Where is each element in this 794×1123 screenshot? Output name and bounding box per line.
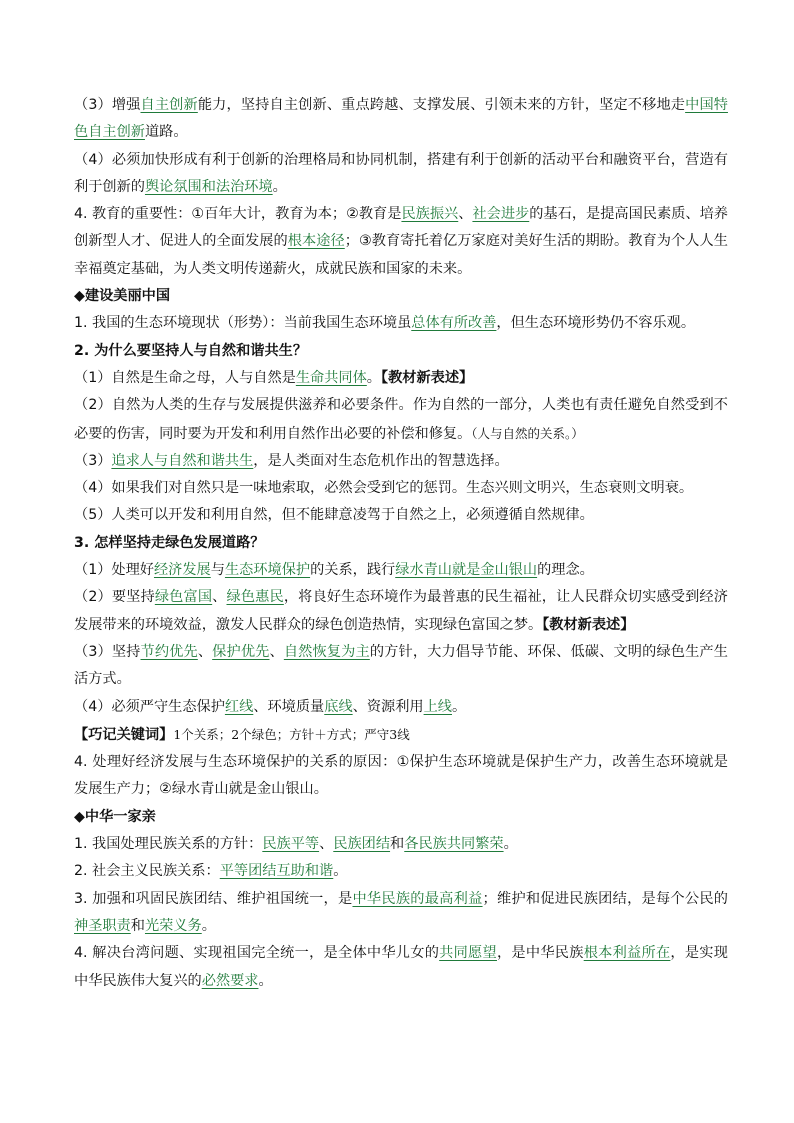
paragraph	[74, 475, 728, 502]
text-run: 、	[212, 589, 227, 606]
text-run: ，是实现中华民族伟大复兴的	[74, 945, 728, 989]
section-heading	[74, 804, 728, 831]
text-run: 与	[210, 562, 225, 579]
keyword-highlight: 民族振兴	[401, 206, 459, 223]
paragraph	[74, 886, 728, 941]
keyword-highlight: 民族平等	[262, 836, 320, 853]
text-run: 4. 处理好经济发展与生态环境保护的关系的原因：①保护生态环境就是保护生产力，改善生态环境就是发展生产力；②绿水青山就是金山银山。	[74, 754, 728, 798]
keyword-highlight: 生命共同体	[295, 369, 367, 386]
text-run: ；维护和促进民族团结，是每个公民的	[482, 890, 728, 907]
bold-tag: 【巧记关键词】	[74, 726, 174, 743]
text-run: ，是中华民族	[496, 945, 584, 962]
paragraph	[74, 502, 728, 529]
keyword-highlight: 舆论氛围和法治环境	[144, 178, 273, 195]
text-run: 1. 我国的生态环境现状（形势）：当前我国生态环境虽	[74, 315, 412, 332]
text-run: ，将良好生态环境作为最普惠的民生福祉，让人民群众切实感受到经济发展带来的环境效益，激发人民群众的绿色创造热情，实现绿色富国之梦。	[74, 589, 728, 633]
text-run: 。	[272, 178, 287, 195]
keyword-highlight: 生态环境保护	[224, 562, 311, 579]
text-run: 1. 我国处理民族关系的方针：	[74, 836, 263, 853]
text-run: ，但生态环境形势仍不容乐观。	[496, 315, 696, 332]
text-run: （2）自然为人类的生存与发展提供滋养和必要条件。作为自然的一部分，人类也有责任避免自然受到不必要的伤害，同时要为开发和利用自然作出必要的补偿和修复。	[74, 397, 728, 442]
paragraph	[74, 940, 728, 995]
text-run: 3. 加强和巩固民族团结、维护祖国统一，是	[74, 890, 353, 907]
keyword-highlight: 根本利益所在	[583, 945, 671, 962]
text-run: 道路。	[144, 124, 188, 141]
text-run: （3）增强	[74, 97, 141, 113]
text-run: 2. 为什么要坚持人与自然和谐共生？	[74, 342, 308, 359]
keyword-highlight: 保护优先	[212, 643, 270, 660]
paragraph	[74, 694, 728, 721]
paragraph	[74, 448, 728, 475]
text-run: 的关系，践行	[310, 562, 396, 579]
text-run: （4）必须严守生态保护	[74, 698, 225, 715]
text-run: 能力，坚持自主创新、重点跨越、支撑发展、引领未来的方针，坚定不移地走	[197, 97, 686, 113]
paragraph	[74, 201, 728, 283]
text-run: （3）坚持	[74, 643, 141, 660]
paragraph	[74, 639, 728, 694]
bold-tag: 【教材新表述】	[381, 369, 474, 386]
section-heading	[74, 338, 728, 365]
text-run: （2）要坚持	[74, 589, 155, 606]
paragraph	[74, 310, 728, 337]
text-run: 和	[390, 836, 405, 853]
text-run: 、	[458, 206, 473, 223]
keyword-highlight: 各民族共同繁荣	[404, 836, 504, 853]
section-heading	[74, 283, 728, 310]
keyword-highlight: 必然要求	[201, 972, 259, 989]
bold-tag: 【教材新表述】	[542, 616, 635, 633]
section-heading	[74, 530, 728, 557]
handwritten-note: 1个关系；2个绿色；方针＋方式；严守3线	[173, 726, 410, 742]
text-run: 3. 怎样坚持走绿色发展道路？	[74, 534, 265, 551]
text-run: （4）如果我们对自然只是一味地索取，必然会受到它的惩罚。生态兴则文明兴，生态衰则文明衰。	[74, 480, 694, 497]
text-run: 的方针，大力倡导节能、环保、低碳、文明的绿色生产生活方式。	[74, 643, 728, 688]
keyword-highlight: 上线	[423, 698, 452, 715]
text-run: 。	[503, 836, 518, 853]
keyword-highlight: 绿色富国	[154, 589, 213, 606]
text-run: ，是人类面对生态危机作出的智慧选择。	[253, 452, 509, 469]
keyword-highlight: 平等团结互助和谐	[219, 863, 334, 880]
text-run: 。	[451, 698, 467, 715]
keyword-highlight: 绿色惠民	[226, 589, 284, 606]
keyword-highlight: 光荣义务	[144, 917, 202, 934]
text-run: 的理念。	[537, 562, 594, 579]
keyword-highlight: 自然恢复为主	[283, 643, 370, 660]
text-run: 、环境质量	[253, 698, 325, 715]
keyword-highlight: 总体有所改善	[411, 315, 497, 332]
text-run: 4. 教育的重要性：①百年大计，教育为本；②教育是	[74, 206, 402, 223]
keyword-highlight: 经济发展	[153, 562, 211, 579]
text-run: 、	[319, 836, 334, 853]
keyword-highlight: 绿水青山就是金山银山	[395, 562, 538, 579]
paragraph	[74, 831, 728, 858]
text-run: 的基石，是提高国民素质、培养创新型人才、促进人的全面发展的	[74, 206, 728, 250]
text-run: 。	[201, 917, 216, 934]
text-run: 。	[333, 863, 348, 880]
text-run: 。	[258, 972, 273, 989]
paragraph	[74, 147, 728, 202]
text-run: （5）人类可以开发和利用自然，但不能肆意凌驾于自然之上，必须遵循自然规律。	[74, 507, 594, 524]
paragraph	[74, 749, 728, 804]
keyword-highlight: 红线	[224, 698, 254, 715]
keyword-highlight: 中国特色自主创新	[74, 97, 728, 141]
text-run: 4. 解决台湾问题、实现祖国完全统一，是全体中华儿女的	[74, 945, 440, 962]
text-run: （1）处理好	[74, 562, 154, 579]
paragraph	[74, 365, 728, 392]
text-run: （1）自然是生命之母，人与自然是	[74, 369, 296, 386]
text-run: ◆建设美丽中国	[74, 288, 171, 305]
text-run: （4）必须加快形成有利于创新的治理格局和协同机制，搭建有利于创新的活动平台和融资平台，营造有利于创新的	[74, 151, 728, 195]
text-run: （3）	[74, 452, 112, 469]
keyword-highlight: 追求人与自然和谐共生	[111, 452, 254, 469]
text-run: 、	[197, 643, 213, 660]
keyword-highlight: 底线	[324, 698, 353, 715]
keyword-highlight: 自主创新	[140, 97, 198, 113]
paragraph	[74, 92, 728, 147]
text-run: 、	[269, 643, 284, 660]
text-run: 和	[130, 917, 145, 934]
keyword-highlight: 民族团结	[333, 836, 391, 853]
document-content	[74, 92, 728, 995]
paragraph	[74, 584, 728, 639]
keyword-highlight: 中华民族的最高利益	[352, 890, 483, 907]
handwritten-note: （人与自然的关系。）	[471, 425, 584, 441]
paragraph	[74, 858, 728, 885]
keyword-highlight: 节约优先	[140, 643, 198, 660]
text-run: ；③教育寄托着亿万家庭对美好生活的期盼。教育为个人人生幸福奠定基础，为人类文明传递薪火，成就民族和国家的未来。	[74, 233, 728, 277]
text-run: 。	[366, 369, 381, 386]
text-run: 、资源利用	[352, 698, 424, 715]
keyword-highlight: 社会进步	[472, 206, 530, 223]
keyword-highlight: 根本途径	[287, 233, 345, 250]
paragraph	[74, 392, 728, 448]
text-run: ◆中华一家亲	[74, 808, 156, 825]
keyword-highlight: 共同愿望	[439, 945, 497, 962]
paragraph	[74, 721, 728, 749]
text-run: 2. 社会主义民族关系：	[74, 863, 220, 880]
paragraph	[74, 557, 728, 584]
keyword-highlight: 神圣职责	[74, 917, 131, 934]
